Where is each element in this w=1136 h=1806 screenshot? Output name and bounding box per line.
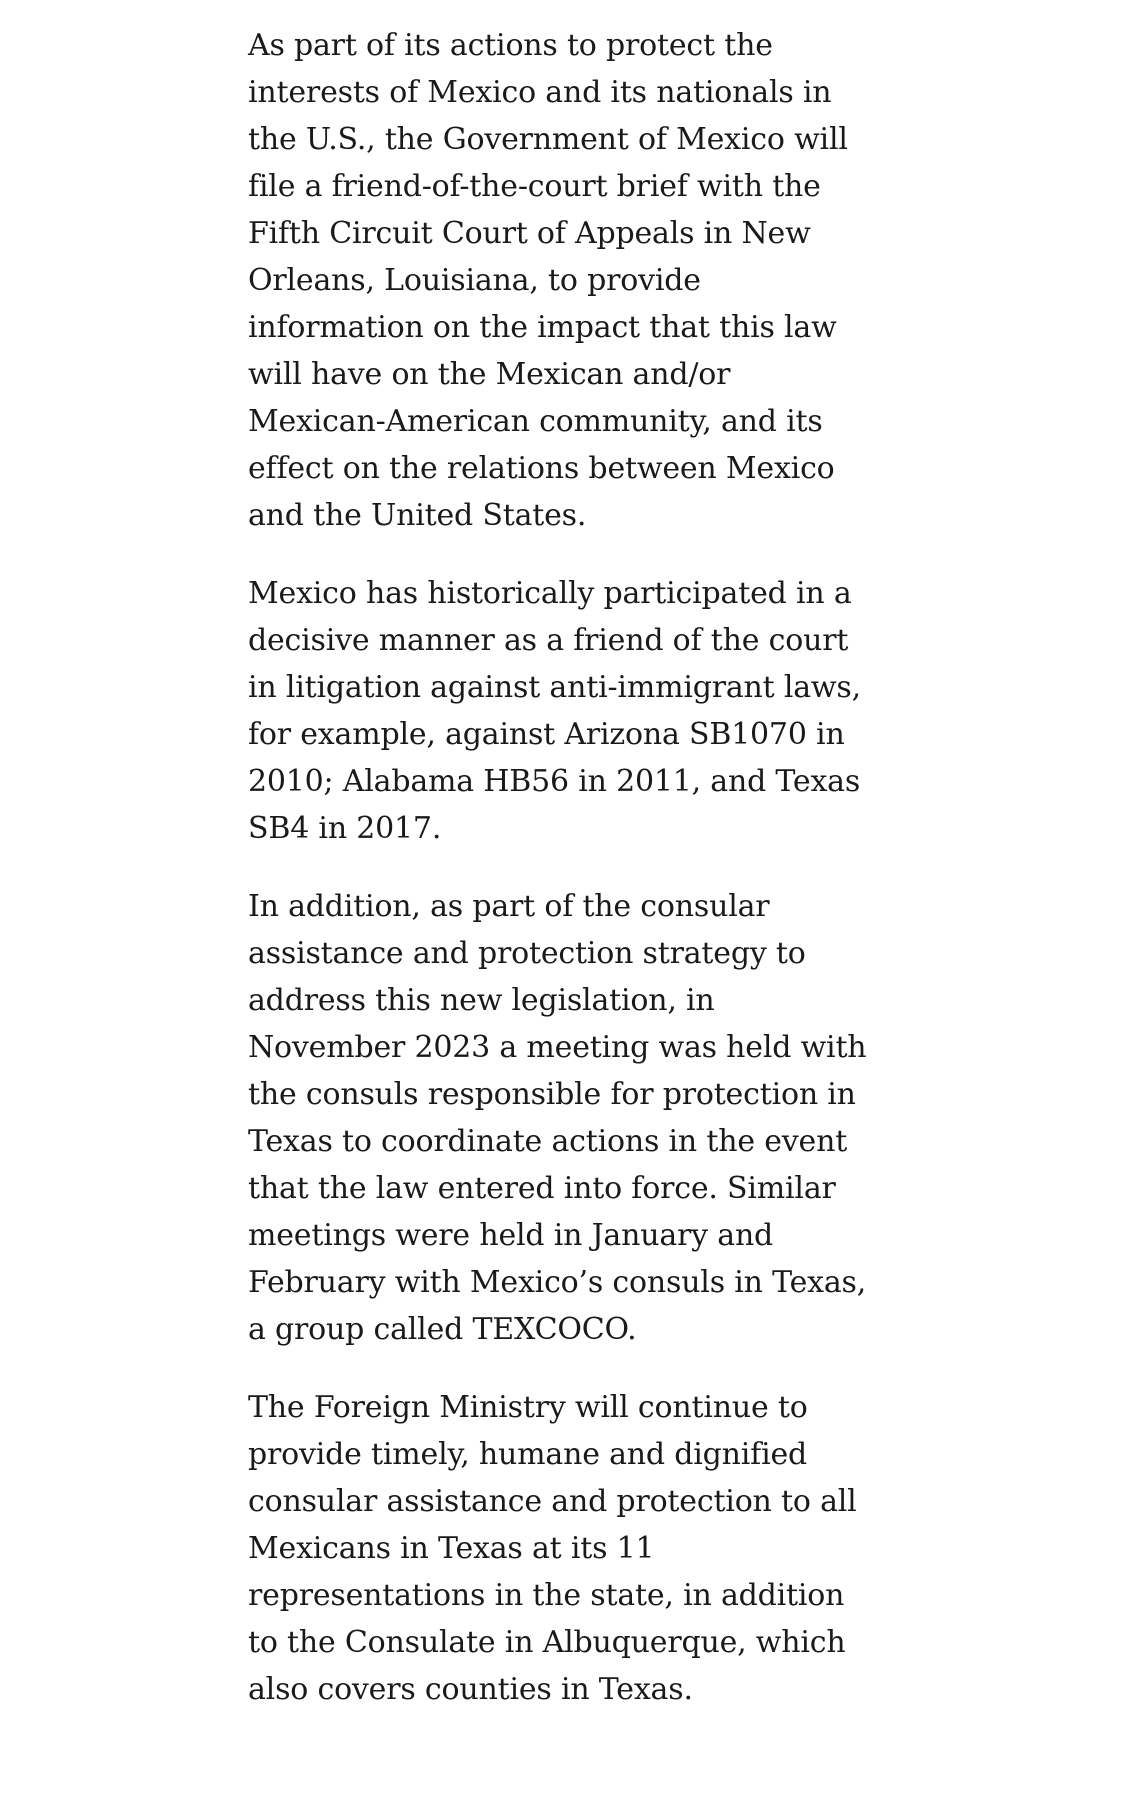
text-line: Mexicans in Texas at its 11 <box>248 1531 655 1566</box>
text-line: Mexican-American community, and its <box>248 404 823 439</box>
text-line: and the United States. <box>248 498 587 533</box>
text-line: the consuls responsible for protection in <box>248 1077 856 1112</box>
text-line: address this new legislation, in <box>248 983 715 1018</box>
text-line: February with Mexico’s consuls in Texas, <box>248 1265 867 1300</box>
paragraph-consular-strategy <box>248 883 867 1353</box>
text-line: file a friend-of-the-court brief with the <box>248 169 821 204</box>
text-line: also covers counties in Texas. <box>248 1672 693 1707</box>
text-line: effect on the relations between Mexico <box>248 451 835 486</box>
text-line: Texas to coordinate actions in the event <box>248 1124 848 1159</box>
text-line: a group called TEXCOCO. <box>248 1312 637 1347</box>
text-line: consular assistance and protection to all <box>248 1484 857 1519</box>
article-body <box>248 22 867 1744</box>
text-line: The Foreign Ministry will continue to <box>248 1390 808 1425</box>
text-line: assistance and protection strategy to <box>248 936 806 971</box>
text-line: provide timely, humane and dignified <box>248 1437 808 1472</box>
text-line: the U.S., the Government of Mexico will <box>248 122 848 157</box>
text-line: In addition, as part of the consular <box>248 889 770 924</box>
text-line: Fifth Circuit Court of Appeals in New <box>248 216 811 251</box>
text-line: November 2023 a meeting was held with <box>248 1030 867 1065</box>
text-line: will have on the Mexican and/or <box>248 357 731 392</box>
text-line: to the Consulate in Albuquerque, which <box>248 1625 846 1660</box>
text-line: decisive manner as a friend of the court <box>248 623 849 658</box>
text-line: representations in the state, in addition <box>248 1578 845 1613</box>
text-line: interests of Mexico and its nationals in <box>248 75 832 110</box>
paragraph-historical-participation <box>248 570 861 852</box>
text-line: Orleans, Louisiana, to provide <box>248 263 701 298</box>
text-line: meetings were held in January and <box>248 1218 774 1253</box>
text-line: As part of its actions to protect the <box>248 28 773 63</box>
text-line: in litigation against anti-immigrant laws, <box>248 670 861 705</box>
text-line: 2010; Alabama HB56 in 2011, and Texas <box>248 764 861 799</box>
text-line: for example, against Arizona SB1070 in <box>248 717 845 752</box>
paragraph-amicus-brief <box>248 22 848 539</box>
paragraph-foreign-ministry <box>248 1384 857 1713</box>
text-line: Mexico has historically participated in a <box>248 576 852 611</box>
text-line: information on the impact that this law <box>248 310 837 345</box>
text-line: that the law entered into force. Similar <box>248 1171 836 1206</box>
text-line: SB4 in 2017. <box>248 811 442 846</box>
